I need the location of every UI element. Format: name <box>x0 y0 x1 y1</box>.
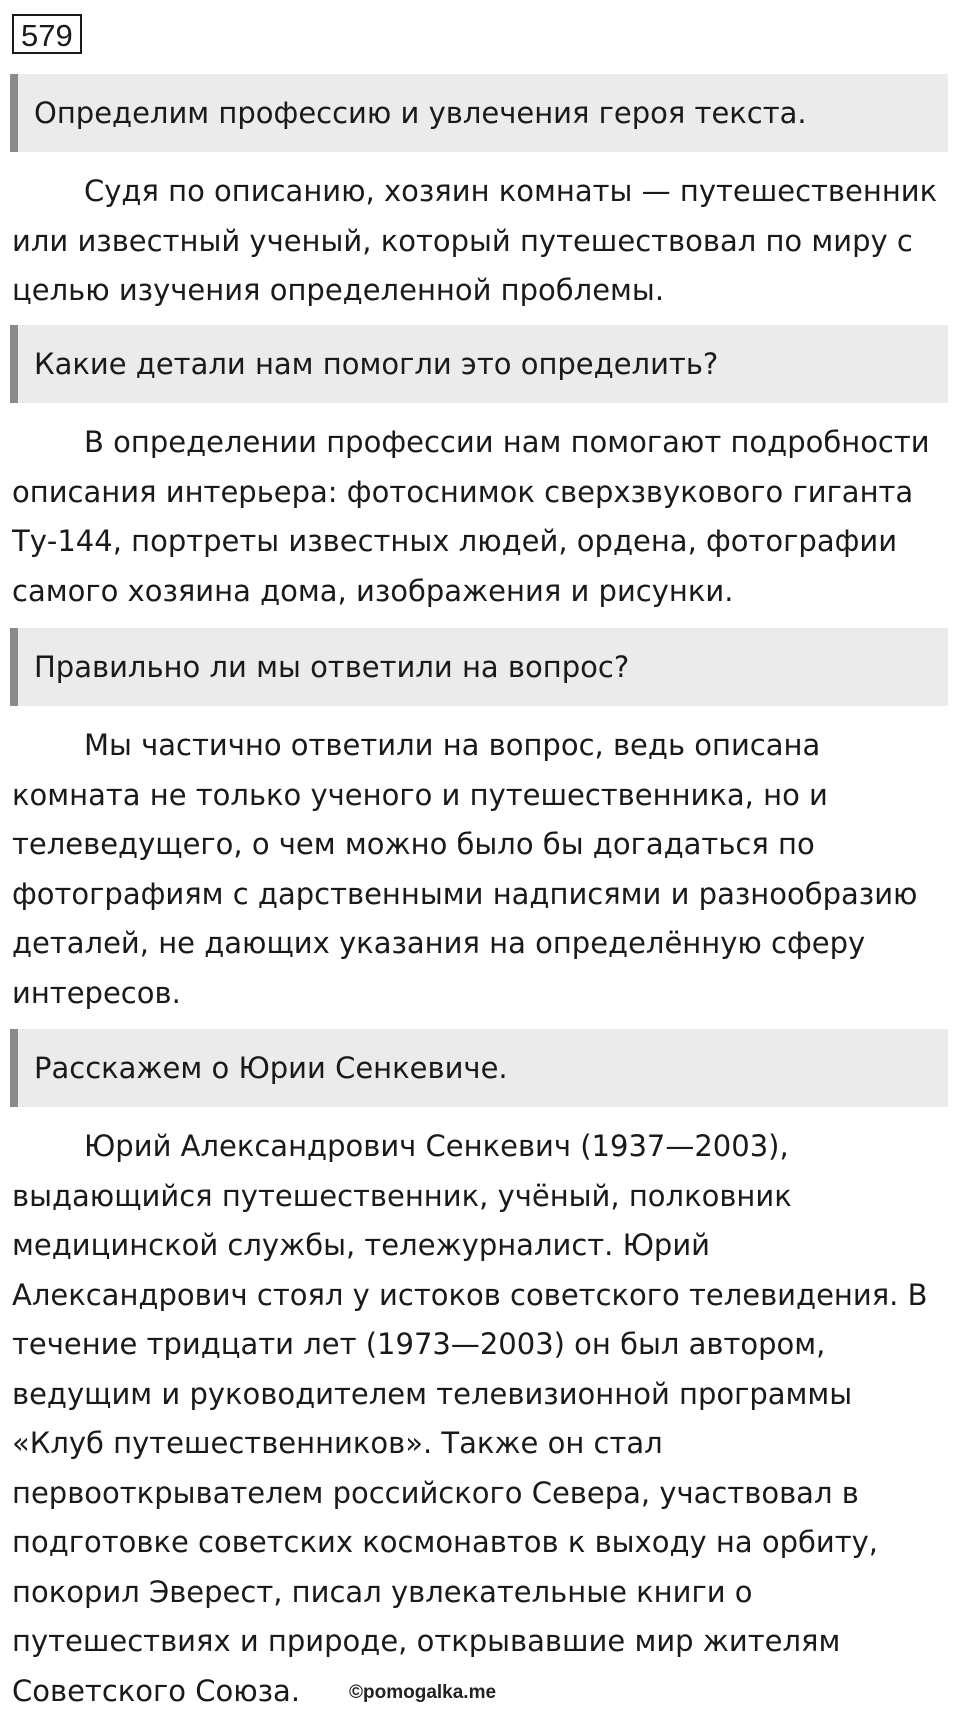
paragraph-line: телеведущего, о чем можно было бы догадаться по <box>12 820 948 870</box>
section-paragraph-4 <box>12 1122 948 1716</box>
paragraph-line: самого хозяина дома, изображения и рисунки. <box>12 567 948 617</box>
section-paragraph-2 <box>12 418 948 616</box>
section-paragraph-1 <box>12 167 948 316</box>
section-heading-4: Расскажем о Юрии Сенкевиче. <box>10 1029 948 1107</box>
section-heading-1: Определим профессию и увлечения героя текста. <box>10 74 948 152</box>
paragraph-line: ведущим и руководителем телевизионной программы <box>12 1370 948 1420</box>
paragraph-line: Мы частично ответили на вопрос, ведь описана <box>12 721 948 771</box>
section-heading-2: Какие детали нам помогли это определить? <box>10 325 948 403</box>
paragraph-line: или известный ученый, который путешествовал по миру с <box>12 217 948 267</box>
paragraph-line: комната не только ученого и путешественника, но и <box>12 771 948 821</box>
paragraph-line: Юрий Александрович Сенкевич (1937—2003), <box>12 1122 948 1172</box>
section-paragraph-3 <box>12 721 948 1018</box>
task-number-box: 579 <box>12 14 82 54</box>
paragraph-line: В определении профессии нам помогают подробности <box>12 418 948 468</box>
paragraph-line: подготовке советских космонавтов к выходу на орбиту, <box>12 1518 948 1568</box>
paragraph-line: путешествиях и природе, открывавшие мир жителям <box>12 1617 948 1667</box>
paragraph-line: Александрович стоял у истоков советского телевидения. В <box>12 1271 948 1321</box>
paragraph-line: выдающийся путешественник, учёный, полковник <box>12 1172 948 1222</box>
paragraph-line: интересов. <box>12 969 948 1019</box>
paragraph-line: Ту-144, портреты известных людей, ордена, фотографии <box>12 517 948 567</box>
paragraph-line: фотографиям с дарственными надписями и разнообразию <box>12 870 948 920</box>
paragraph-line: описания интерьера: фотоснимок сверхзвукового гиганта <box>12 468 948 518</box>
paragraph-line: течение тридцати лет (1973—2003) он был автором, <box>12 1320 948 1370</box>
paragraph-line: Судя по описанию, хозяин комнаты — путешественник <box>12 167 948 217</box>
paragraph-line: покорил Эверест, писал увлекательные книги о <box>12 1568 948 1618</box>
paragraph-line: медицинской службы, тележурналист. Юрий <box>12 1221 948 1271</box>
paragraph-line: Советского Союза. <box>12 1667 948 1716</box>
paragraph-line: деталей, не дающих указания на определённую сферу <box>12 919 948 969</box>
section-heading-3: Правильно ли мы ответили на вопрос? <box>10 628 948 706</box>
paragraph-line: первооткрывателем российского Севера, участвовал в <box>12 1469 948 1519</box>
paragraph-line: «Клуб путешественников». Также он стал <box>12 1419 948 1469</box>
copyright-watermark: ©pomogalka.me <box>349 1681 496 1705</box>
paragraph-line: целью изучения определенной проблемы. <box>12 266 948 316</box>
